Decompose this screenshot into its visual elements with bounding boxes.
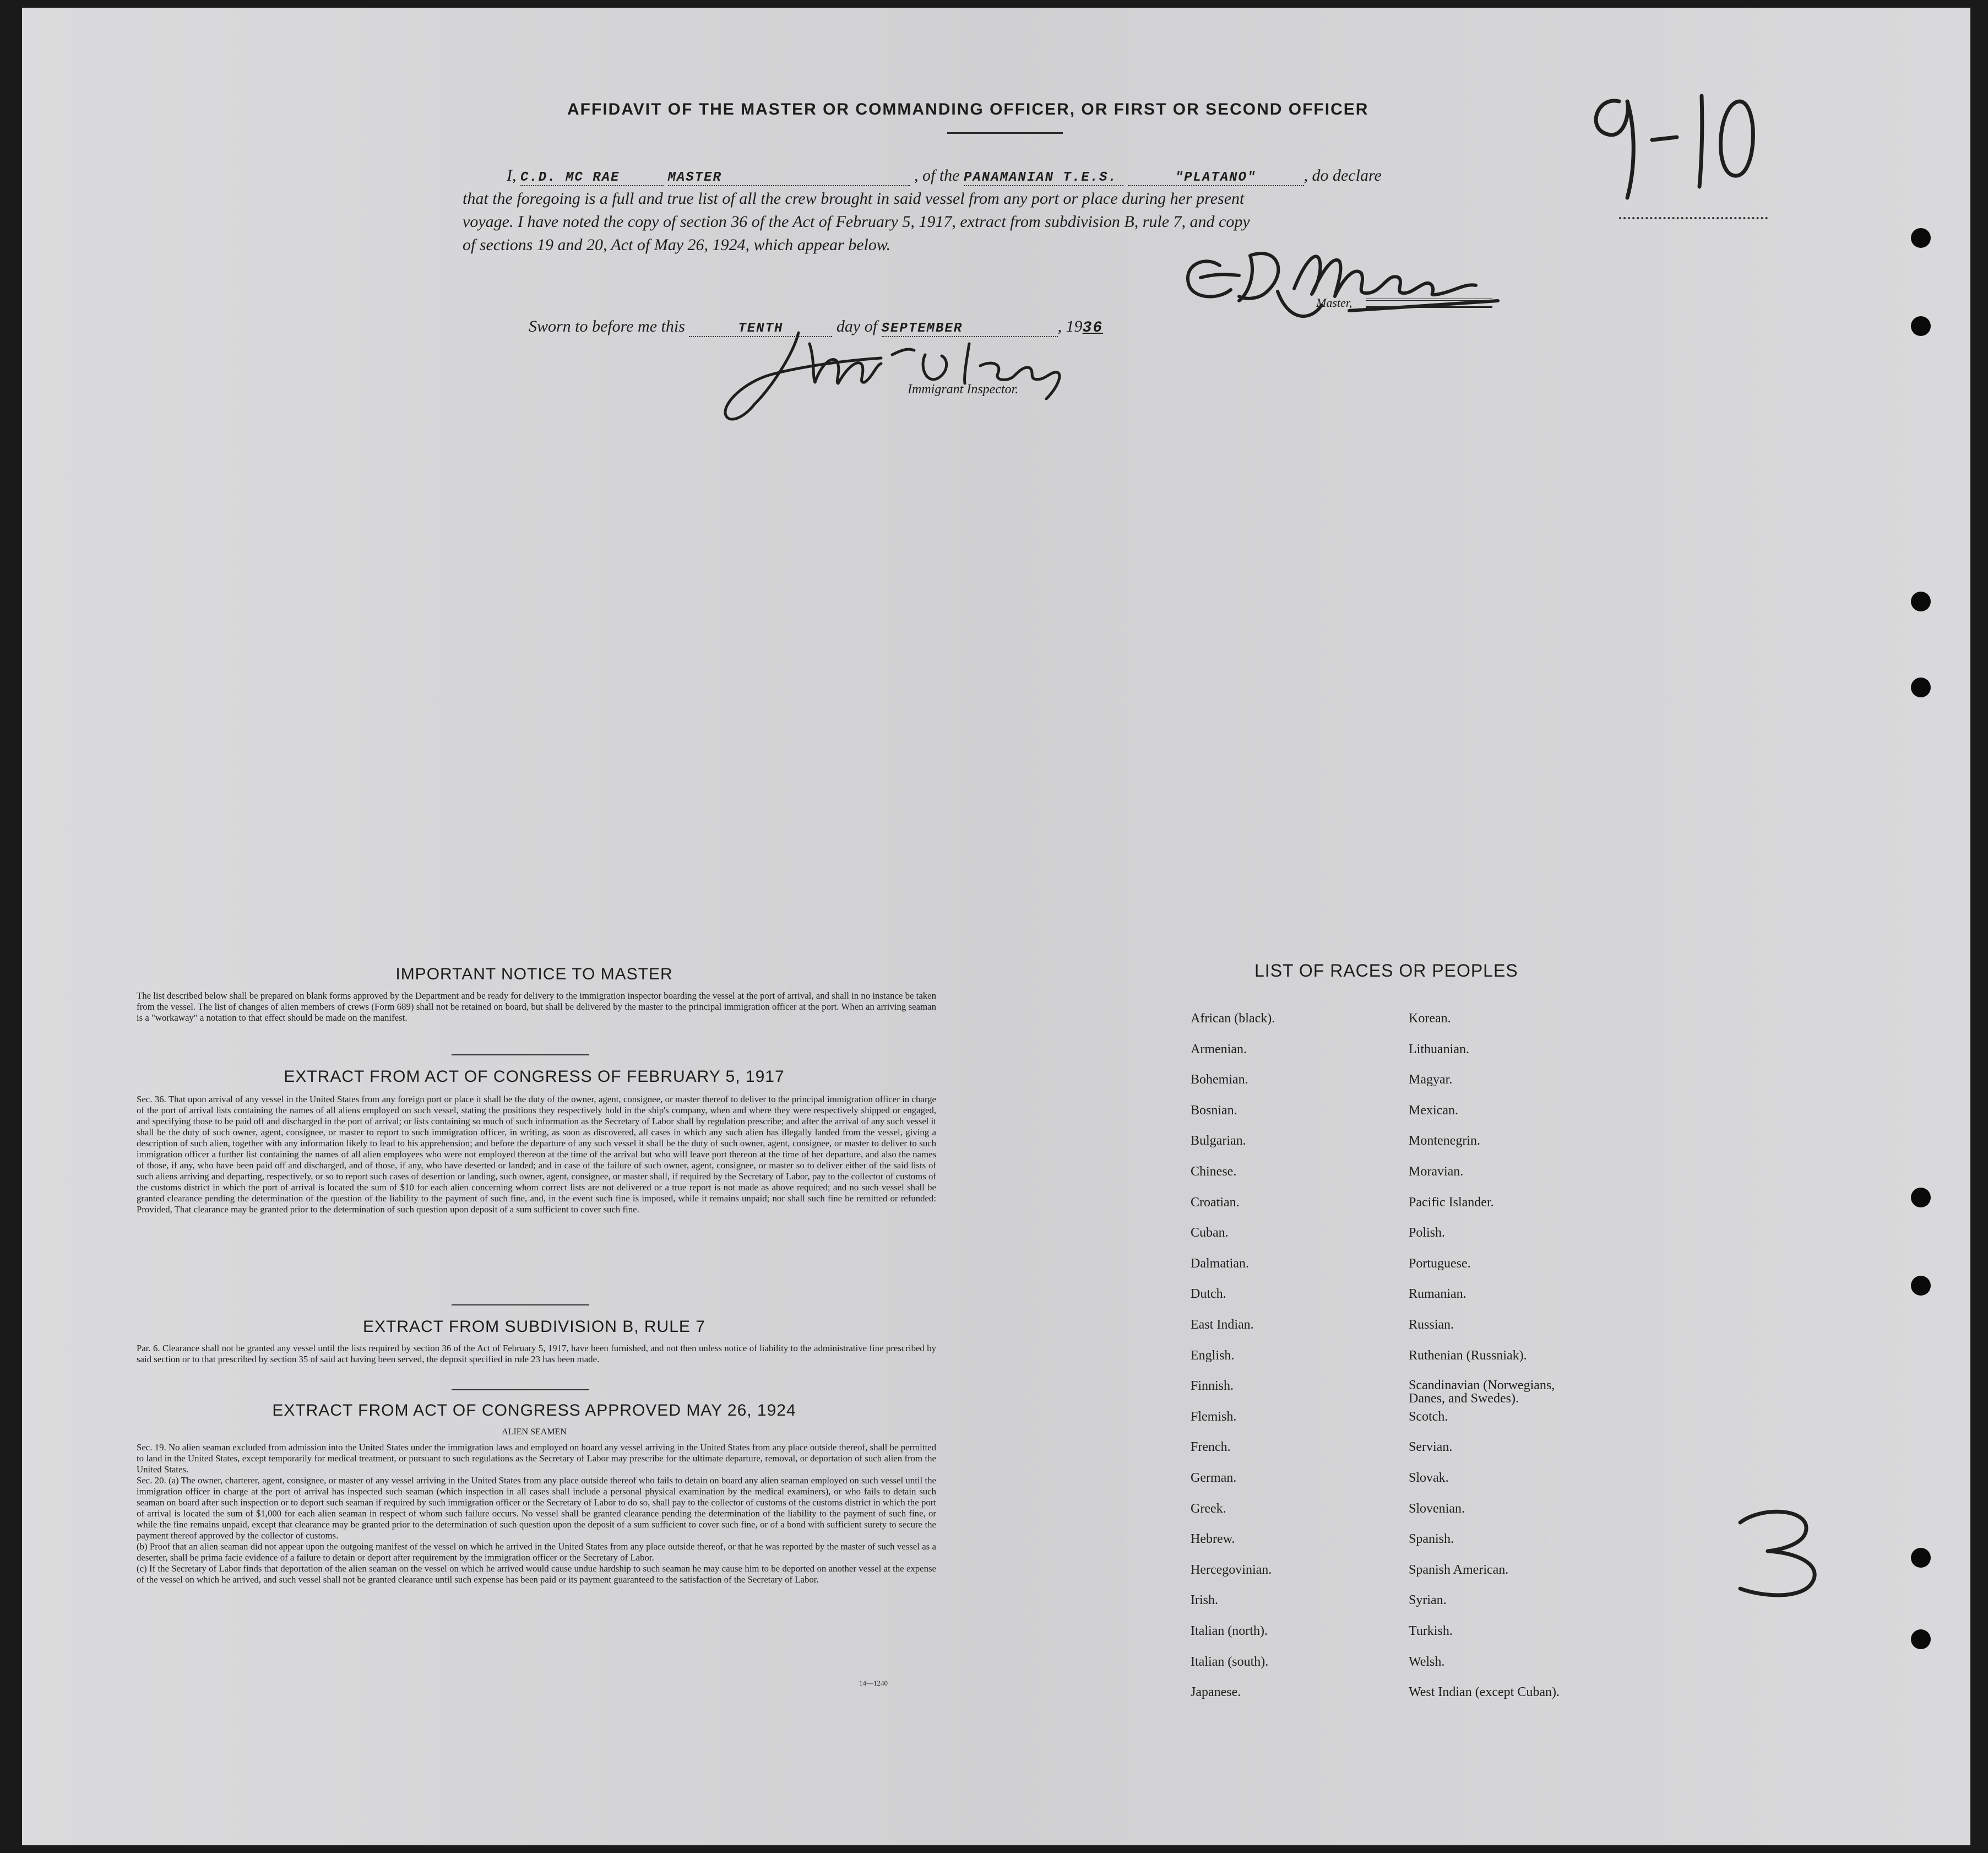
race-item: Hebrew.	[1191, 1532, 1235, 1547]
do-declare-text: , do declare	[1303, 166, 1382, 185]
binder-hole	[1911, 592, 1931, 611]
sec-20c: (c) If the Secretary of Labor finds that deportation of the alien seaman on the vessel on which he arrived would cause undue hardship to such seaman he may cause him to be deported on another vessel at the expense of the vessel on which he arrived, and such vessel shall not be granted clearance until such expense has been paid or its payment guaranteed to the satisfaction of the Secretary of Labor.	[137, 1563, 936, 1585]
extract-1917-title: EXTRACT FROM ACT OF CONGRESS OF FEBRUARY 5, 1917	[284, 1068, 785, 1086]
vessel-name: "PLATANO"	[1175, 170, 1257, 185]
sec-20a: Sec. 20. (a) The owner, charterer, agent, consignee, or master of any vessel arriving in the United States from any place outside thereof who fails to detain on board any alien seaman employed on such vessel until the immigration officer in charge at the port of arrival has inspected such seaman (which inspection in all cases shall include a personal physical examination by the medical examiners), or who fails to detain such seaman on board after such inspection or to deport such seaman if required by such immigration officer or the Secretary of Labor to do so, shall pay to the collector of customs of the customs district in which the port of arrival is located the sum of $1,000 for each alien seaman in respect of whom such failure occurs. No vessel shall be granted clearance pending the determination of the liability to the payment of such fine, or while the fine remains unpaid, except that clearance may be granted prior to the determination of such question upon the deposit of a sum sufficient to cover such fine, or of a bond with sufficient surety to secure the payment thereof approved by the collector of customs.	[137, 1475, 936, 1541]
binder-hole	[1911, 1276, 1931, 1296]
extract-rule7-body: Par. 6. Clearance shall not be granted any vessel until the lists required by section 36 of the Act of February 5, 1917, have been furnished, and not then unless notice of liability to the administrative fine prescribed by said section or to that prescribed by section 35 of said act having been served, the deposit specified in rule 23 has been made.	[137, 1343, 936, 1364]
race-item: Flemish.	[1191, 1409, 1237, 1424]
race-item: Pacific Islander.	[1409, 1195, 1494, 1210]
race-item: Hercegovinian.	[1191, 1562, 1272, 1577]
vessel-type-field	[964, 166, 1123, 186]
race-item: Bulgarian.	[1191, 1134, 1246, 1148]
affidavit-line-1	[507, 166, 1382, 186]
rule-divider-3	[452, 1389, 589, 1390]
title-rule	[947, 132, 1063, 134]
race-item: Moravian.	[1409, 1164, 1464, 1179]
race-item: Bohemian.	[1191, 1072, 1248, 1087]
race-item: Russian.	[1409, 1318, 1454, 1332]
extract-rule7-title: EXTRACT FROM SUBDIVISION B, RULE 7	[363, 1318, 705, 1336]
alien-seamen-subtitle: ALIEN SEAMEN	[502, 1427, 567, 1437]
sec-20b: (b) Proof that an alien seaman did not appear upon the outgoing manifest of the vessel on which he arrived in the United States from any place outside thereof, or that he was reported by the master of such vessel as a deserter, shall be prima facie evidence of a failure to detain or deport after requirement by the immigration officer or the Secretary of Labor.	[137, 1541, 936, 1563]
binder-hole	[1911, 316, 1931, 336]
form-number: 14—1240	[859, 1679, 888, 1687]
race-item: French.	[1191, 1440, 1231, 1455]
race-item: East Indian.	[1191, 1318, 1254, 1332]
affidavit-line-2: that the foregoing is a full and true list of all the crew brought in said vessel from any port or place during her present	[463, 189, 1245, 208]
race-item: Italian (north).	[1191, 1624, 1268, 1638]
affidavit-line-4: of sections 19 and 20, Act of May 26, 1924, which appear below.	[463, 236, 891, 254]
rank-field	[668, 166, 910, 186]
race-item: Montenegrin.	[1409, 1134, 1480, 1148]
race-item: Rumanian.	[1409, 1287, 1466, 1302]
race-item: Irish.	[1191, 1593, 1218, 1608]
struck-title	[1366, 299, 1492, 308]
race-item: German.	[1191, 1471, 1237, 1485]
affidavit-title: AFFIDAVIT OF THE MASTER OR COMMANDING OFFICER, OR FIRST OR SECOND OFFICER	[567, 100, 1369, 118]
inspector-signature	[683, 322, 1101, 432]
race-item: Scandinavian (Norwegians, Danes, and Swedes).	[1409, 1378, 1555, 1406]
master-name: C.D. MC RAE	[520, 170, 620, 185]
extract-1924-body	[137, 1442, 936, 1585]
of-the-text: , of the	[914, 166, 960, 185]
year-prefix: , 19	[1057, 317, 1083, 335]
race-item: Magyar.	[1409, 1072, 1453, 1087]
sworn-day: TENTH	[738, 321, 784, 336]
binder-hole	[1911, 1548, 1931, 1568]
rule-divider-2	[452, 1304, 589, 1305]
race-item: Spanish American.	[1409, 1562, 1509, 1577]
race-item: English.	[1191, 1348, 1235, 1363]
race-item: Dutch.	[1191, 1287, 1226, 1302]
vessel-type: PANAMANIAN T.E.S.	[964, 170, 1117, 185]
document-page	[22, 8, 1970, 1845]
notice-body: The list described below shall be prepared on blank forms approved by the Department and be ready for delivery to the immigration inspector boarding the vessel at the port of arrival, and shall in no instance be taken from the vessel. The list of changes of alien members of crews (Form 689) shall not be retained on board, but shall be delivered by the master to the principal immigration officer at the port. When an arriving seaman is a "workaway" a notation to that effect should be made on the manifest.	[137, 990, 936, 1023]
race-item: Welsh.	[1409, 1654, 1445, 1669]
extract-1917-body: Sec. 36. That upon arrival of any vessel in the United States from any foreign port or place it shall be the duty of the owner, agent, consignee, or master thereof to deliver to the principal immigration officer in charge of the port of arrival lists containing the names of all aliens employed on such vessel, stating the positions they respectively hold in the ship's company, when and where they were respectively shipped or engaged, and specifying those to be paid off and discharged in the port of arrival; or lists containing so much of such information as the Secretary of Labor shall by regulation prescribe; and after the arrival of any such vessel it shall be the duty of such owner, agent, consignee, or master to report to such immigration officer, in writing, as soon as discovered, all cases in which any such alien has illegally landed from the vessel, giving a description of such alien, together with any information likely to lead to his apprehension; and before the departure of any such vessel it shall be the duty of such owner, agent, consignee, or master to deliver to such immigration officer a further list containing the names of all alien employees who were not employed thereon at the time of the arrival but who will leave port thereon at the time of her departure, and also the names of those, if any, who have been paid off and discharged, and of those, if any, who have deserted or landed; and in case of the failure of such owner, agent, consignee, or master so to deliver either of the said lists of such aliens arriving and departing, respectively, or so to report such cases of desertion or landing, such owner, agent, consignee, or master shall, if required by the Secretary of Labor, pay to the collector of customs of the customs district in which the port of arrival is located the sum of $10 for each alien concerning whom correct lists are not delivered or a true report is not made as above required; and no such vessel shall be granted clearance pending the determination of the question of the liability to the payment of such fine, and, in the event such fine is imposed, while it remains unpaid; nor shall such fine be remitted or refunded: Provided, That clearance may be granted prior to the determination of such question upon deposit of a sum sufficient to cover such fine.	[137, 1094, 936, 1215]
race-item: Japanese.	[1191, 1685, 1241, 1700]
master-rank: MASTER	[667, 170, 722, 185]
master-signature	[1167, 239, 1509, 333]
page-reference-handwritten	[1575, 63, 1773, 206]
race-item: Polish.	[1409, 1226, 1446, 1240]
race-item: Portuguese.	[1409, 1256, 1471, 1271]
race-item: Cuban.	[1191, 1226, 1229, 1240]
notice-rule	[452, 1054, 589, 1055]
race-item: Chinese.	[1191, 1164, 1237, 1179]
name-field	[520, 166, 664, 186]
race-item: Dalmatian.	[1191, 1256, 1249, 1271]
extract-1924-title: EXTRACT FROM ACT OF CONGRESS APPROVED MAY 26, 1924	[272, 1401, 796, 1419]
race-item: Finnish.	[1191, 1379, 1234, 1394]
master-label: Master,	[1316, 296, 1353, 310]
sworn-month: SEPTEMBER	[881, 321, 963, 336]
i-prefix: I,	[507, 166, 517, 185]
race-item: Mexican.	[1409, 1103, 1458, 1118]
race-item: Lithuanian.	[1409, 1042, 1469, 1056]
inspector-label: Immigrant Inspector.	[908, 382, 1019, 397]
binder-hole	[1911, 228, 1931, 248]
race-item: Croatian.	[1191, 1195, 1240, 1210]
race-item: Turkish.	[1409, 1624, 1453, 1638]
race-item: Scotch.	[1409, 1409, 1448, 1424]
sworn-prefix: Sworn to before me this	[529, 317, 685, 335]
race-item: Slovenian.	[1409, 1501, 1465, 1516]
binder-hole	[1911, 678, 1931, 697]
vessel-name-field	[1128, 166, 1304, 186]
notice-title: IMPORTANT NOTICE TO MASTER	[395, 965, 673, 983]
race-item: Armenian.	[1191, 1042, 1247, 1056]
race-item: Greek.	[1191, 1501, 1226, 1516]
race-item: Spanish.	[1409, 1532, 1454, 1547]
binder-hole	[1911, 1188, 1931, 1207]
race-item: Syrian.	[1409, 1593, 1447, 1608]
sec-19: Sec. 19. No alien seaman excluded from admission into the United States under the immigration laws and employed on board any vessel arriving in the United States from any place outside thereof, shall be permitted to land in the United States, except temporarily for medical treatment, or pursuant to such regulations as the Secretary of Labor may prescribe for the ultimate departure, removal, or deportation of such alien from the United States.	[137, 1442, 936, 1475]
race-item: West Indian (except Cuban).	[1409, 1685, 1560, 1700]
day-of-text: day of	[836, 317, 878, 335]
sworn-year: 36	[1082, 319, 1104, 337]
race-item: Ruthenian (Russniak).	[1409, 1348, 1527, 1363]
binder-hole	[1911, 1629, 1931, 1649]
corner-number-handwritten	[1724, 1500, 1845, 1605]
page-ref-dots	[1619, 217, 1768, 224]
race-item: Italian (south).	[1191, 1654, 1269, 1669]
race-item: Servian.	[1409, 1440, 1453, 1455]
race-item: Bosnian.	[1191, 1103, 1237, 1118]
race-item: Korean.	[1409, 1011, 1451, 1026]
affidavit-line-3: voyage. I have noted the copy of section 36 of the Act of February 5, 1917, extract from subdivision B, rule 7, and copy	[463, 213, 1250, 231]
races-title: LIST OF RACES OR PEOPLES	[1254, 961, 1518, 980]
race-item: African (black).	[1191, 1011, 1275, 1026]
race-item: Slovak.	[1409, 1471, 1449, 1485]
